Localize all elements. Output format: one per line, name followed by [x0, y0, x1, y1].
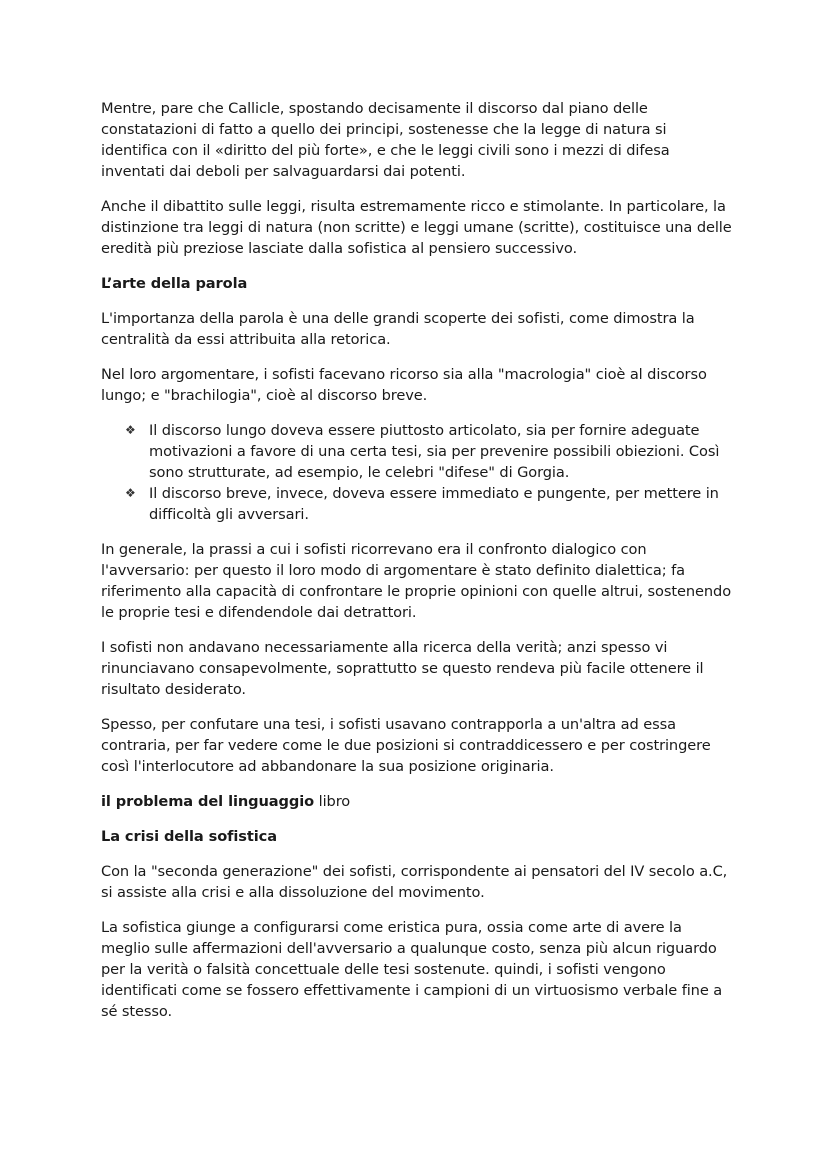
- heading-crisi-sofistica: La crisi della sofistica: [101, 828, 277, 845]
- paragraph-seconda-generazione: Con la "seconda generazione" dei sofisti, corrispondente ai pensatori del IV secolo a.C, si assiste alla crisi e alla dissoluzione del movimento.: [101, 863, 728, 901]
- paragraph-callicle: Mentre, pare che Callicle, spostando decisamente il discorso dal piano delle constatazioni di fatto a quello dei principi, sostenesse che la legge di natura si identifica con il «diritto del più forte», e che le leggi civili sono i mezzi di difesa inventati dai deboli per salvaguardarsi dai potenti.: [101, 100, 670, 180]
- document-page: [101, 98, 733, 1036]
- paragraph-dialettica: In generale, la prassi a cui i sofisti ricorrevano era il confronto dialogico con l'avversario: per questo il loro modo di argomentare è stato definito dialettica; fa riferimento alla capacità di confrontare le proprie opinioni con quelle altrui, sostenendo le proprie tesi e difendendole dai detrattori.: [101, 541, 732, 621]
- heading-arte-parola: L’arte della parola: [101, 275, 248, 292]
- paragraph-leggi: Anche il dibattito sulle leggi, risulta estremamente ricco e stimolante. In particolare, la distinzione tra leggi di natura (non scritte) e leggi umane (scritte), costituisce una delle eredità più preziose lasciate dalla sofistica al pensiero successivo.: [101, 198, 732, 257]
- paragraph-verita: I sofisti non andavano necessariamente alla ricerca della verità; anzi spesso vi rinunciavano consapevolmente, soprattutto se questo rendeva più facile ottenere il risultato desiderato.: [101, 639, 704, 698]
- list-item-text: Il discorso breve, invece, doveva essere immediato e pungente, per mettere in difficoltà gli avversari.: [149, 485, 719, 523]
- heading-problema-linguaggio-bold: il problema del linguaggio: [101, 793, 315, 810]
- heading-problema-linguaggio: [101, 791, 733, 812]
- list-item-text: Il discorso lungo doveva essere piuttosto articolato, sia per fornire adeguate motivazioni a favore di una certa tesi, sia per prevenire possibili obiezioni. Così sono strutturate, ad esempio, le celebri "difese" di Gorgia.: [149, 422, 720, 481]
- heading-problema-linguaggio-note: libro: [314, 793, 351, 810]
- list-item: [125, 483, 733, 525]
- paragraph-eristica: La sofistica giunge a configurarsi come eristica pura, ossia come arte di avere la meglio sulle affermazioni dell'avversario a qualunque costo, senza più alcun riguardo per la verità o falsità concettuale delle tesi sostenute. quindi, i sofisti vengono identificati come se fossero effettivamente i campioni di un virtuosismo verbale fine a sé stesso.: [101, 919, 723, 1020]
- paragraph-macrologia: Nel loro argomentare, i sofisti facevano ricorso sia alla "macrologia" cioè al discorso lungo; e "brachilogia", cioè al discorso breve.: [101, 366, 707, 404]
- diamond-bullet-icon: ❖: [125, 486, 136, 500]
- paragraph-confutare: Spesso, per confutare una tesi, i sofisti usavano contrapporla a un'altra ad essa contraria, per far vedere come le due posizioni si contraddicessero e per costringere così l'interlocutore ad abbandonare la sua posizione originaria.: [101, 716, 711, 775]
- paragraph-importanza-parola: L'importanza della parola è una delle grandi scoperte dei sofisti, come dimostra la centralità da essi attribuita alla retorica.: [101, 310, 695, 348]
- list-item: [125, 420, 733, 483]
- diamond-bullet-icon: ❖: [125, 423, 136, 437]
- bullet-list: [101, 420, 733, 525]
